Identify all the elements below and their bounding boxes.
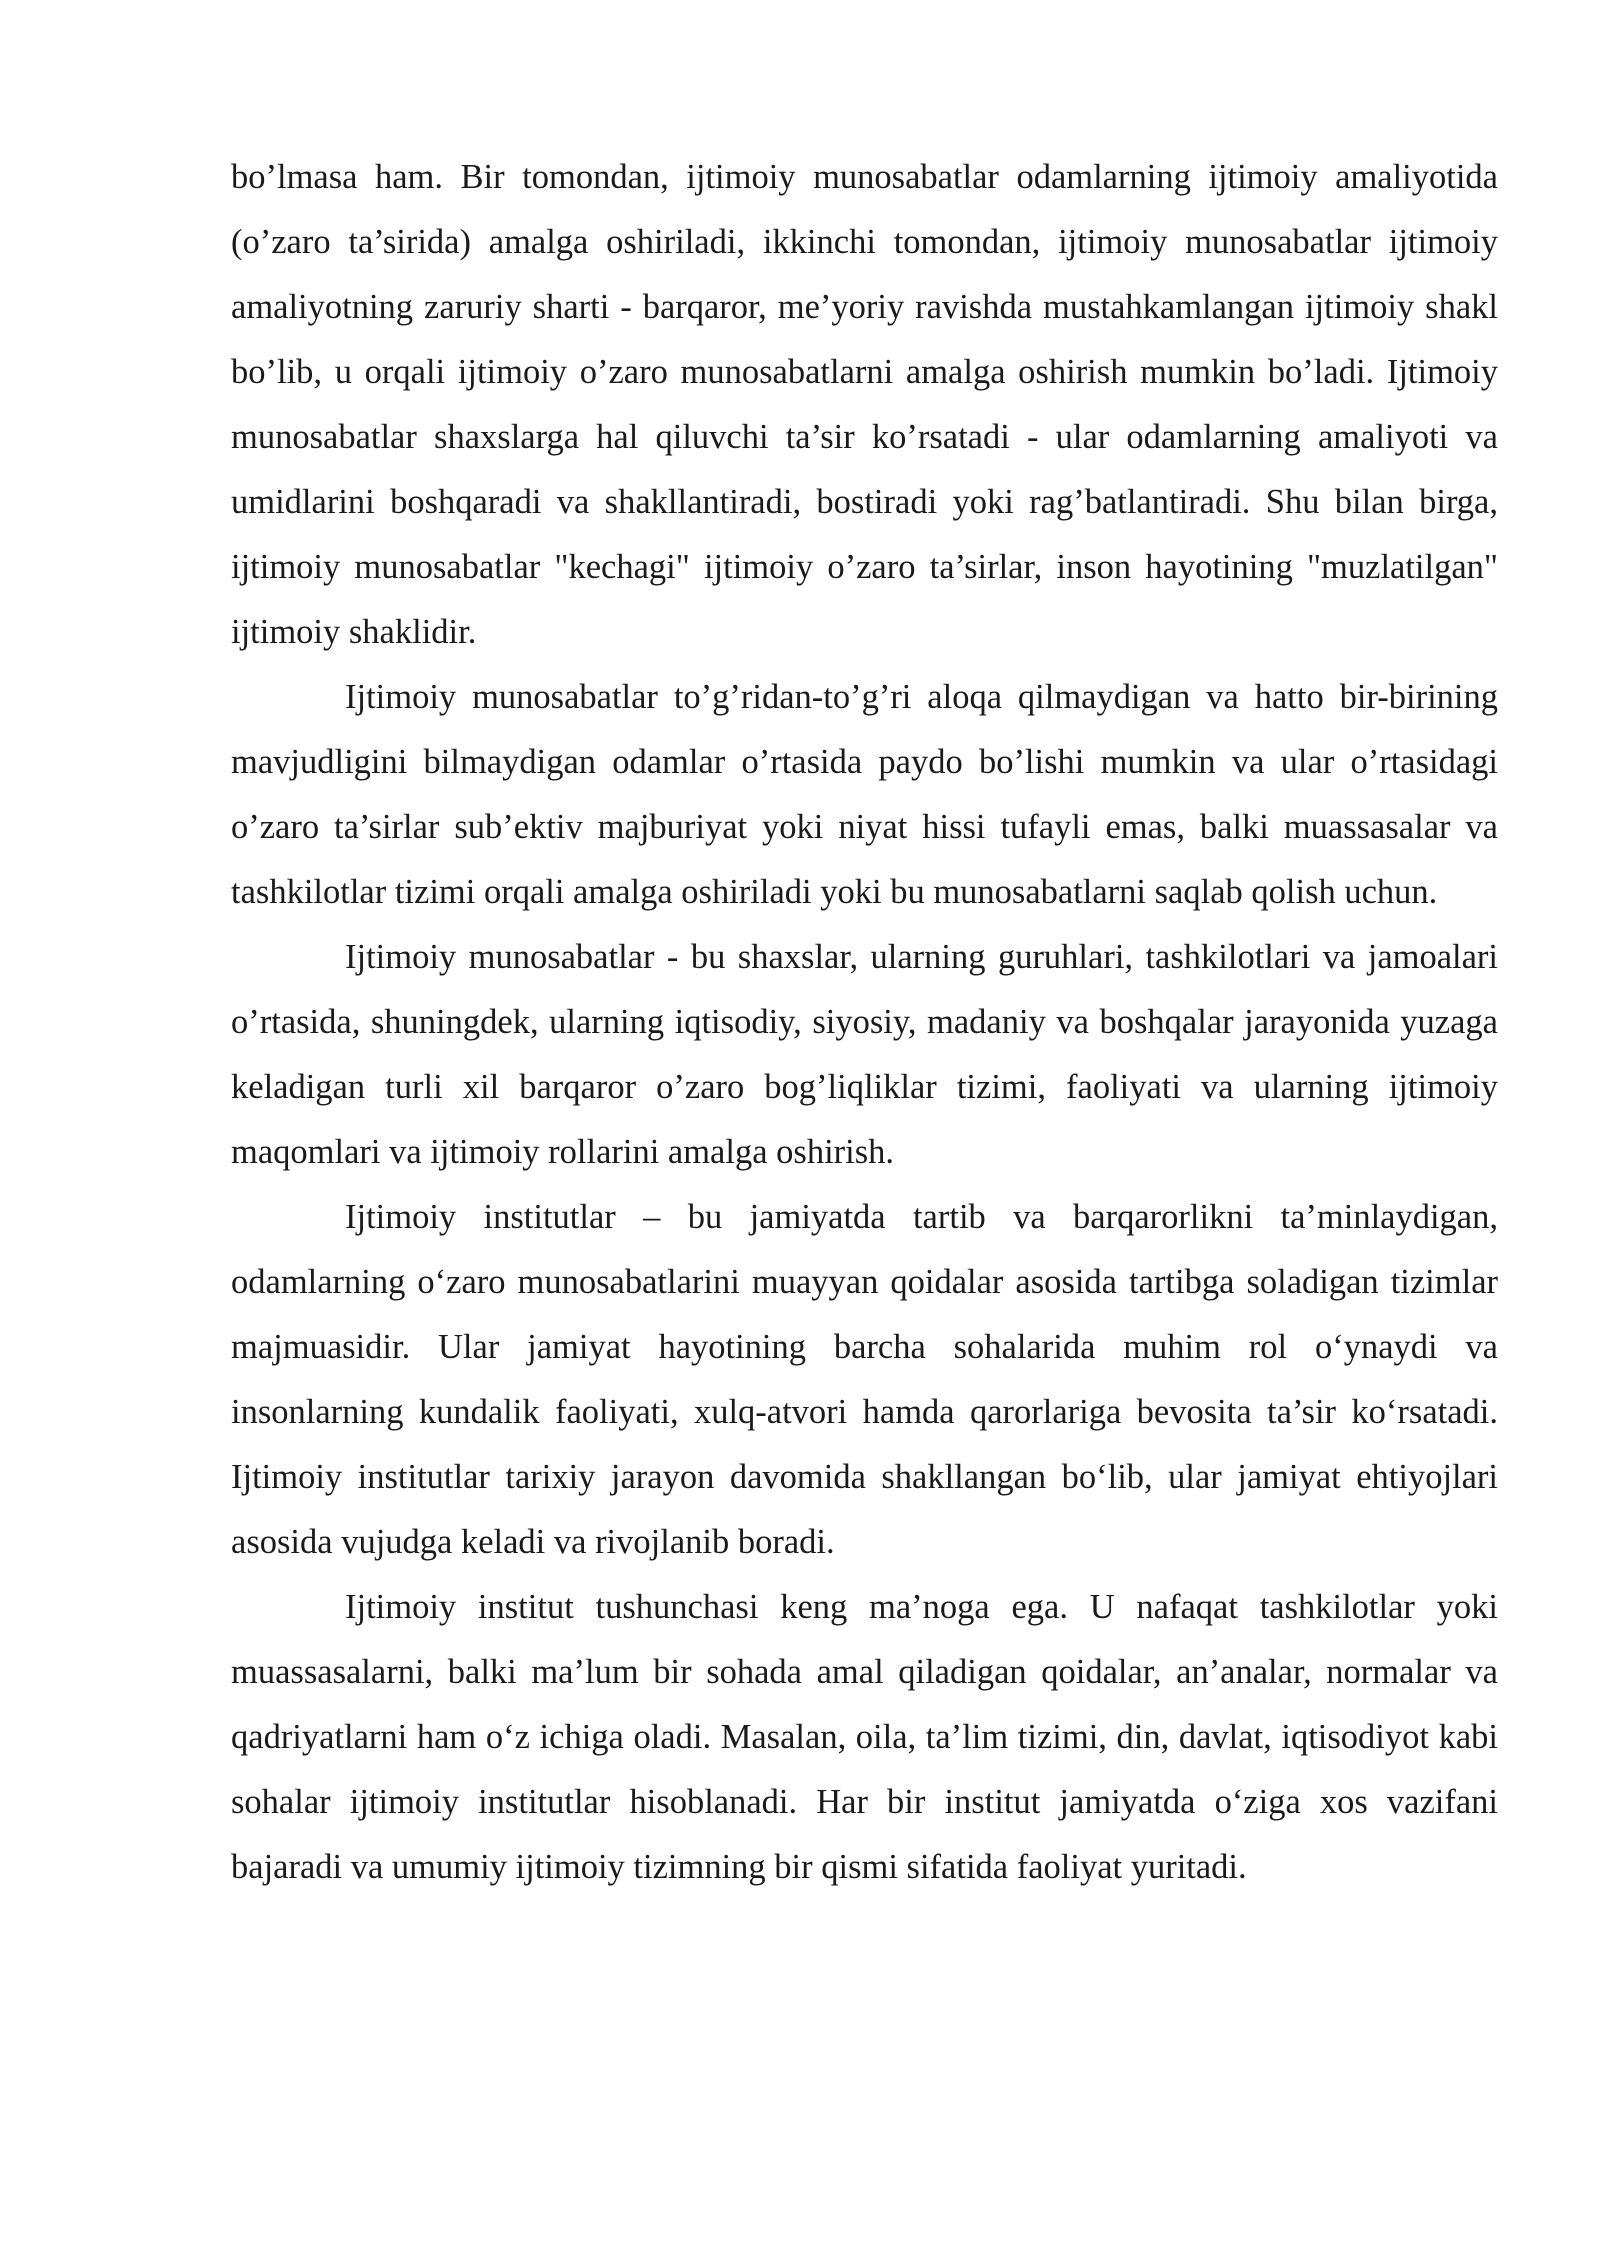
document-body <box>231 145 1498 1900</box>
paragraph: Ijtimoiy institutlar – bu jamiyatda tartib va barqarorlikni ta’minlaydigan, odamlarning o‘zaro munosabatlarini muayyan qoidalar asosida tartibga soladigan tizimlar majmuasidir. Ular jamiyat hayotining barcha sohalarida muhim rol o‘ynaydi va insonlarning kundalik faoliyati, xulq-atvori hamda qarorlariga bevosita ta’sir ko‘rsatadi. Ijtimoiy institutlar tarixiy jarayon davomida shakllangan bo‘lib, ular jamiyat ehtiyojlari asosida vujudga keladi va rivojlanib boradi. <box>231 1198 1498 1561</box>
paragraph: Ijtimoiy munosabatlar - bu shaxslar, ularning guruhlari, tashkilotlari va jamoalari o’rtasida, shuningdek, ularning iqtisodiy, siyosiy, madaniy va boshqalar jarayonida yuzaga keladigan turli xil barqaror o’zaro bog’liqliklar tizimi, faoliyati va ularning ijtimoiy maqomlari va ijtimoiy rollarini amalga oshirish. <box>231 938 1498 1171</box>
paragraph-continuation: bo’lmasa ham. Bir tomondan, ijtimoiy munosabatlar odamlarning ijtimoiy amaliyotida (o’zaro ta’sirida) amalga oshiriladi, ikkinchi tomondan, ijtimoiy munosabatlar ijtimoiy amaliyotning zaruriy sharti - barqaror, me’yoriy ravishda mustahkamlangan ijtimoiy shakl bo’lib, u orqali ijtimoiy o’zaro munosabatlarni amalga oshirish mumkin bo’ladi. Ijtimoiy munosabatlar shaxslarga hal qiluvchi ta’sir ko’rsatadi - ular odamlarning amaliyoti va umidlarini boshqaradi va shakllantiradi, bostiradi yoki rag’batlantiradi. Shu bilan birga, ijtimoiy munosabatlar "kechagi" ijtimoiy o’zaro ta’sirlar, inson hayotining "muzlatilgan" ijtimoiy shaklidir. <box>231 158 1498 651</box>
paragraph: Ijtimoiy munosabatlar to’g’ridan-to’g’ri aloqa qilmaydigan va hatto bir-birining mavjudligini bilmaydigan odamlar o’rtasida paydo bo’lishi mumkin va ular o’rtasidagi o’zaro ta’sirlar sub’ektiv majburiyat yoki niyat hissi tufayli emas, balki muassasalar va tashkilotlar tizimi orqali amalga oshiriladi yoki bu munosabatlarni saqlab qolish uchun. <box>231 678 1498 911</box>
paragraph: Ijtimoiy institut tushunchasi keng ma’noga ega. U nafaqat tashkilotlar yoki muassasalarni, balki ma’lum bir sohada amal qiladigan qoidalar, an’analar, normalar va qadriyatlarni ham o‘z ichiga oladi. Masalan, oila, ta’lim tizimi, din, davlat, iqtisodiyot kabi sohalar ijtimoiy institutlar hisoblanadi. Har bir institut jamiyatda o‘ziga xos vazifani bajaradi va umumiy ijtimoiy tizimning bir qismi sifatida faoliyat yuritadi. <box>231 1588 1498 1886</box>
